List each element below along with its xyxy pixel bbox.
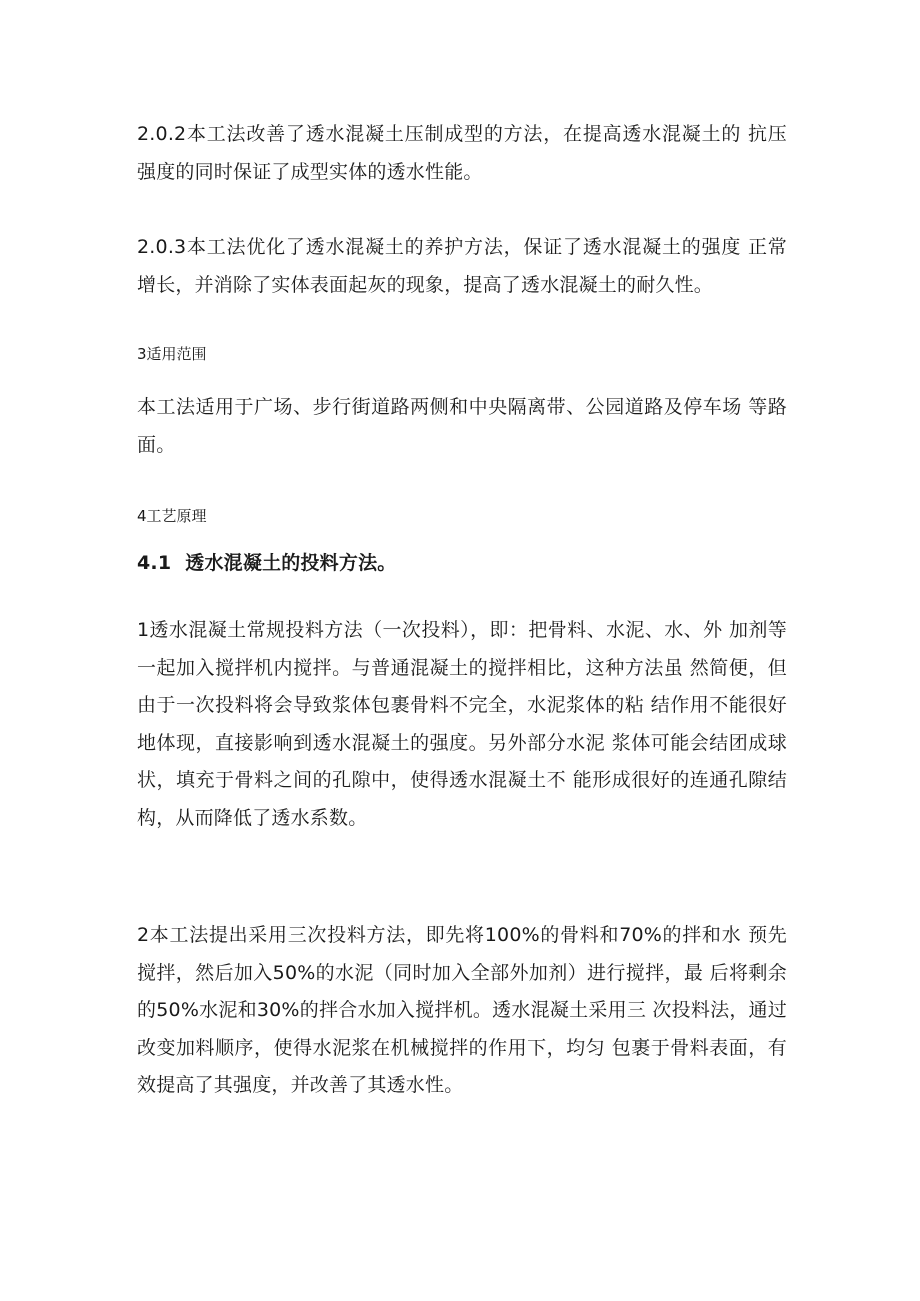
paragraph-2-0-2: 2.0.2本工法改善了透水混凝土压制成型的方法，在提高透水混凝土的 抗压强度的同时保证了成型实体的透水性能。 bbox=[137, 123, 787, 183]
section-4-1-heading bbox=[137, 548, 396, 578]
section-3-body: 本工法适用于广场、步行街道路两侧和中央隔离带、公园道路及停车场 等路面。 bbox=[137, 396, 787, 456]
section-4-heading: 4工艺原理 bbox=[137, 507, 207, 525]
section-3-heading: 3适用范围 bbox=[137, 345, 207, 363]
paragraph-1: 1透水混凝土常规投料方法（一次投料），即：把骨料、水泥、水、外 加剂等一起加入搅拌机内搅拌。与普通混凝土的搅拌相比，这种方法虽 然简便，但由于一次投料将会导致浆体包裹骨料不完全，水泥浆体的粘 结作用不能很好地体现，直接影响到透水混凝土的强度。另外部分水泥 浆体可能会结团成球状，填充于骨料之间的孔隙中，使得透水混凝土不 能形成很好的连通孔隙结构，从而降低了透水系数。 bbox=[137, 619, 787, 829]
paragraph-2-0-3: 2.0.3本工法优化了透水混凝土的养护方法，保证了透水混凝土的强度 正常增长，并消除了实体表面起灰的现象，提高了透水混凝土的耐久性。 bbox=[137, 236, 787, 296]
paragraph-2: 2本工法提出采用三次投料方法，即先将100%的骨料和70%的拌和水 预先搅拌，然后加入50%的水泥（同时加入全部外加剂）进行搅拌，最 后将剩余的50%水泥和30%的拌合水加入搅拌机。透水混凝土采用三 次投料法，通过改变加料顺序，使得水泥浆在机械搅拌的作用下，均匀 包裹于骨料表面，有效提高了其强度，并改善了其透水性。 bbox=[137, 924, 787, 1096]
section-4-1-title: 透水混凝土的投料方法。 bbox=[185, 552, 397, 574]
section-4-1-number: 4.1 bbox=[137, 552, 172, 574]
